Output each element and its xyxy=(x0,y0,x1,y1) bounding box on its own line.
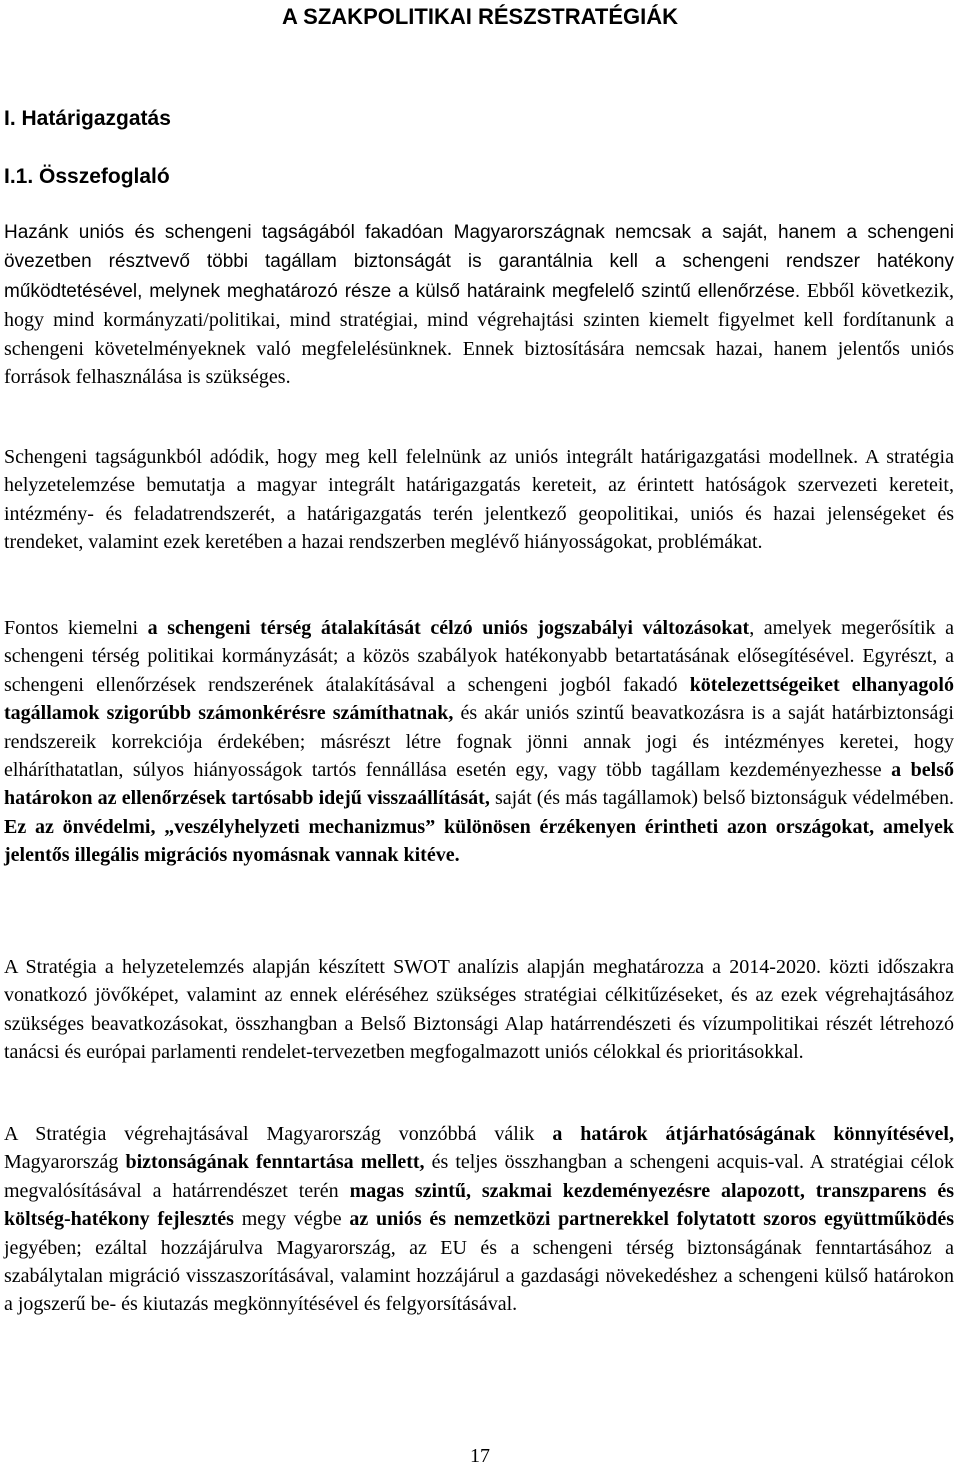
paragraph-5 xyxy=(4,1120,954,1319)
paragraph-5-bold: a határok átjárhatóságának könnyítésével, xyxy=(552,1123,954,1145)
paragraph-5-bold: az uniós és nemzetközi partnerekkel folytatott szoros együttműködés xyxy=(349,1208,955,1231)
paragraph-2: Schengeni tagságunkból adódik, hogy meg kell felelnünk az uniós integrált határigazgatási modellnek. A stratégia helyzetelemzése bemutatja a magyar integrált határigazgatás kereteit, az érintett hatóságok szervezeti kereteit, intézmény- és feladatrendszerét, a határigazgatás terén jelentkező geopolitikai, uniós és hazai jelenségeket és trendeket, valamint ezek keretében a hazai rendszerben meglévő hiányosságokat, problémákat. xyxy=(4,446,954,554)
page-number: 17 xyxy=(470,1445,490,1467)
paragraph-3-text: és akár uniós szintű beavatkozásra is a saját határbiztonsági rendszereik korrekciója érdekében; másrészt létre fognak jönni annak jogi és intézményes keretei, hogy elháríthatatlan, súlyos hiányosságok tartós fennállása esetén egy, vagy több tagállam kezdeményezhesse xyxy=(4,702,954,782)
paragraph-3-text: saját (és más tagállamok) belső biztonságuk védelmében. xyxy=(489,787,954,810)
paragraph-3-bold: Ez az önvédelmi, „veszélyhelyzeti mechanizmus” különösen érzékenyen érintheti azon országokat, amelyek jelentős illegális migrációs nyomásnak vannak kitéve. xyxy=(4,815,954,867)
paragraph-5-text: jegyében; ezáltal hozzájárulva Magyarország, az EU és a schengeni térség biztonságának fenntartásához a szabálytalan migráció visszaszorításával, valamint hozzájárul a gazdasági növekedéshez a schengeni külső határokon a jogszerű be- és kiutazás megkönnyítésével és felgyorsításával. xyxy=(4,1236,954,1316)
paragraph-3-bold: a belső határokon az ellenőrzések tartósabb idejű visszaállítását, xyxy=(4,759,954,810)
subsection-title: I.1. Összefoglaló xyxy=(4,165,170,188)
main-title: A SZAKPOLITIKAI RÉSZSTRATÉGIÁK xyxy=(282,4,678,29)
paragraph-1-rest: Ebből következik, hogy mind kormányzati/politikai, mind stratégiai, mind végrehajtási szinten kiemelt figyelmet kell fordítanunk a schengeni követelményeknek való megfelelésünknek. Ennek biztosítására nemcsak hazai, hanem jelentős uniós források felhasználása is szükséges. xyxy=(4,279,954,389)
paragraph-3-bold: kötelezettségeiket elhanyagoló tagállamok szigorúbb számonkérésre számíthatnak, xyxy=(4,673,954,725)
paragraph-3-bold: a schengeni térség átalakítását célzó uniós jogszabályi változásokat xyxy=(147,617,750,639)
section-title: I. Határigazgatás xyxy=(4,107,171,130)
paragraph-1-intro: Hazánk uniós és schengeni tagságából fakadóan Magyarországnak nemcsak a saját, hanem a schengeni övezetben résztvevő többi tagállam biztonságát is garantálnia kell a schengeni rendszer hatékony működtetésével, melynek meghatározó része a külső határaink megfelelő szintű ellenőrzése. xyxy=(4,222,954,302)
paragraph-4: A Stratégia a helyzetelemzés alapján készített SWOT analízis alapján meghatározza a 2014-2020. közti időszakra vonatkozó jövőképet, valamint az ennek eléréséhez szükséges stratégiai célkitűzéseket, és az ezek végrehajtásához szükséges beavatkozásokat, összhangban a Belső Biztonsági Alap határrendészeti és vízumpolitikai részét létrehozó tanácsi és európai parlamenti rendelet-tervezetben megfogalmazott uniós célokkal és prioritásokkal. xyxy=(4,956,954,1064)
paragraph-5-bold: biztonságának fenntartása mellett, xyxy=(125,1151,425,1174)
paragraph-5-text: megy végbe xyxy=(233,1208,350,1231)
paragraph-1 xyxy=(4,218,954,391)
paragraph-5-text: és teljes összhangban a schengeni acquis-val. A stratégiai célok megvalósításával a határrendészet terén xyxy=(4,1151,954,1202)
paragraph-5-bold: magas szintű, szakmai kezdeményezésre alapozott, transzparens és költség-hatékony fejlesztés xyxy=(4,1179,954,1231)
paragraph-5-text: Magyarország xyxy=(4,1151,126,1174)
paragraph-3-text: Fontos kiemelni xyxy=(4,617,148,639)
paragraph-5-text: A Stratégia végrehajtásával Magyarország vonzóbbá válik xyxy=(4,1123,553,1145)
paragraph-3-text: , amelyek megerősítik a schengeni térség politikai kormányzását; a közös szabályok hatékonyabb betartatásának elősegítésével. Egyrészt, a schengeni ellenőrzések rendszerének átalakításával a schengeni jogból fakadó xyxy=(4,617,955,696)
paragraph-3 xyxy=(4,614,954,870)
